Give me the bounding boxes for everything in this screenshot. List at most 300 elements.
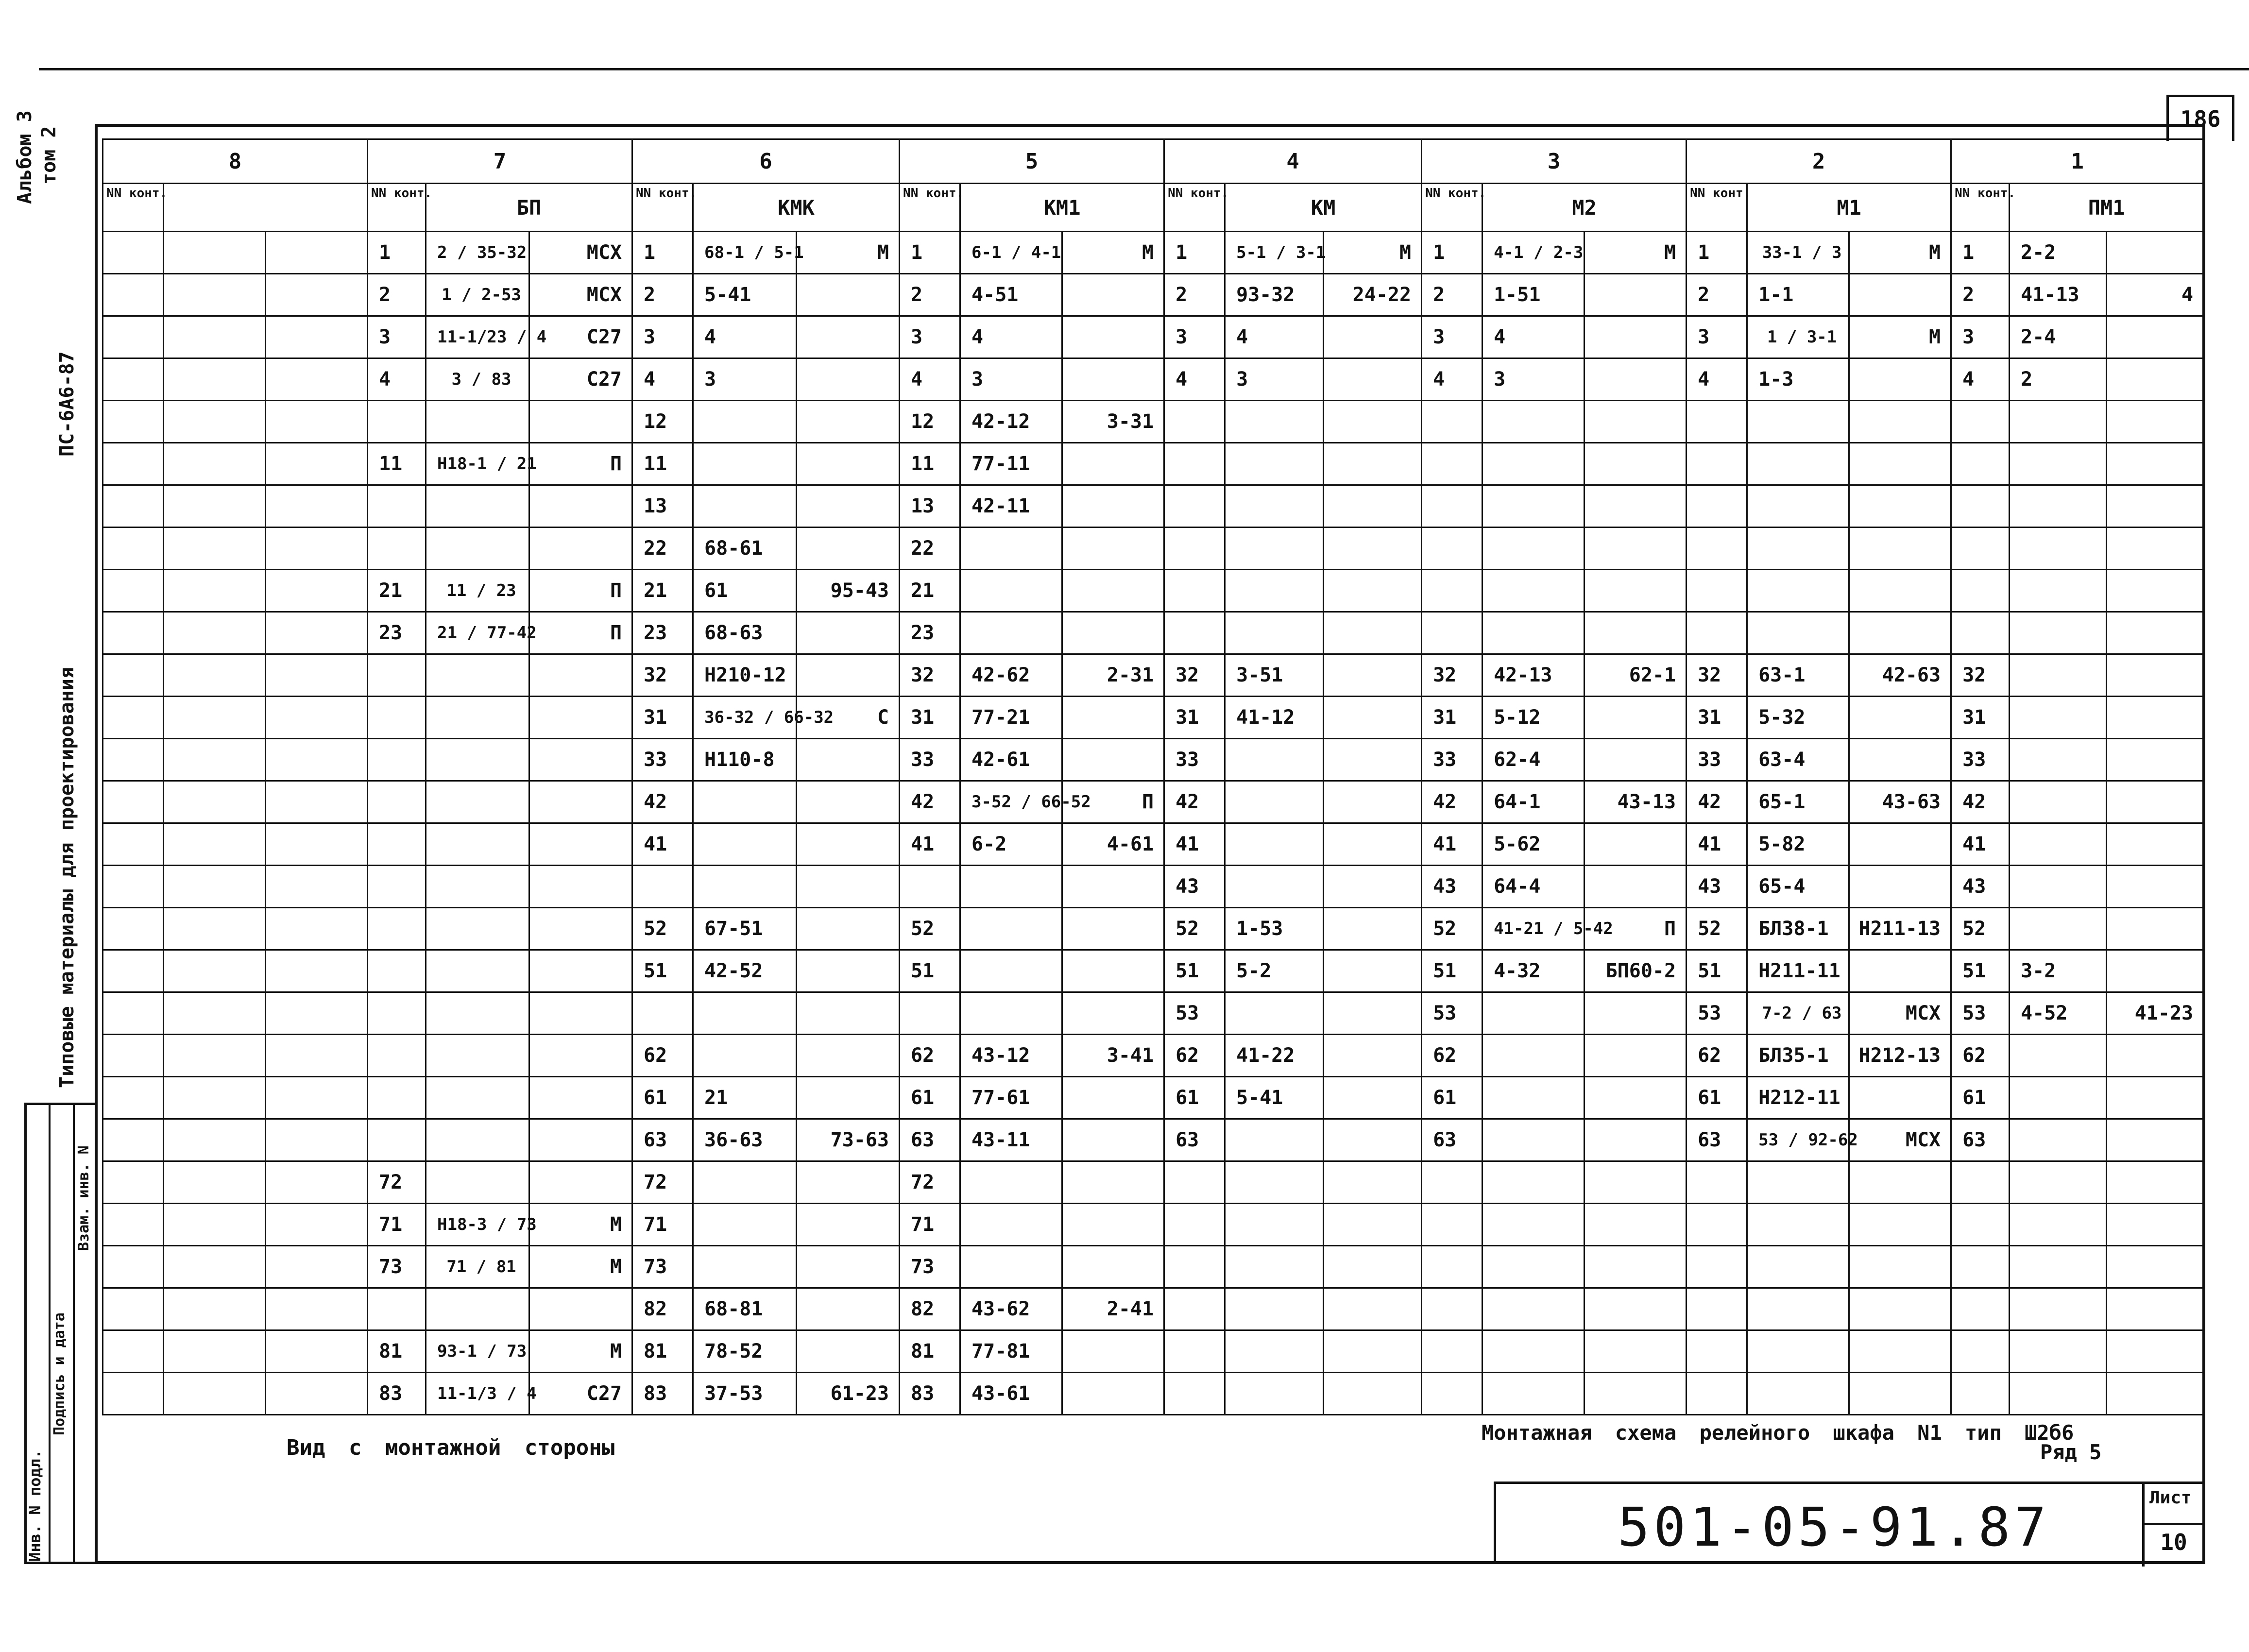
device-header-row	[103, 184, 2204, 232]
contact-number-cell	[1164, 1373, 1225, 1415]
wire-address-cell	[960, 612, 1062, 654]
mark-cell: П	[1585, 908, 1687, 950]
mark-cell	[266, 570, 368, 612]
wire-address-cell	[1482, 485, 1585, 528]
wire-address-cell: 1-51	[1482, 274, 1585, 316]
wire-address-cell	[2010, 781, 2107, 823]
contact-number-cell: 23	[632, 612, 693, 654]
mark-cell	[797, 274, 900, 316]
contact-number-cell	[1951, 570, 2010, 612]
wire-address-cell	[960, 1246, 1062, 1288]
mark-cell	[797, 823, 900, 866]
wire-address-cell: 11-1/23 / 4	[426, 316, 529, 358]
contact-number-cell: 31	[632, 697, 693, 739]
contact-number-cell: 4	[632, 358, 693, 401]
wire-address-cell	[164, 401, 266, 443]
wire-address-cell: 68-81	[693, 1288, 797, 1330]
wire-address-cell: 68-63	[693, 612, 797, 654]
mark-cell	[2107, 1119, 2204, 1161]
wire-address-cell	[1225, 1246, 1324, 1288]
mark-cell	[2107, 1288, 2204, 1330]
contact-number-cell: 1	[1687, 232, 1747, 274]
table-row	[103, 1119, 2204, 1161]
wire-address-cell: 2-4	[2010, 316, 2107, 358]
contact-number-cell: 32	[1951, 654, 2010, 697]
mark-cell	[266, 443, 368, 485]
table-row	[103, 823, 2204, 866]
table-row	[103, 612, 2204, 654]
mark-cell	[1849, 401, 1951, 443]
mark-cell	[2107, 1330, 2204, 1373]
panel-number: 6	[632, 139, 900, 184]
wire-address-cell	[2010, 612, 2107, 654]
mark-cell	[529, 485, 632, 528]
contact-number-cell: 41	[900, 823, 960, 866]
wire-address-cell: 42-62	[960, 654, 1062, 697]
mark-cell: М	[797, 232, 900, 274]
wire-address-cell	[164, 781, 266, 823]
contact-number-cell: 51	[632, 950, 693, 992]
contact-number-cell	[1687, 443, 1747, 485]
mark-cell: 2-41	[1062, 1288, 1164, 1330]
mark-cell	[1324, 992, 1422, 1035]
contact-number-header: NN конт.	[1422, 184, 1482, 232]
mark-cell: П	[529, 612, 632, 654]
wire-address-cell: 11-1/3 / 4	[426, 1373, 529, 1415]
mark-cell	[529, 992, 632, 1035]
wire-address-cell	[2010, 443, 2107, 485]
project-code: ПС-6А6-87	[56, 351, 78, 457]
wiring-table-wrap	[102, 138, 2203, 1421]
wire-address-cell: 21	[693, 1077, 797, 1119]
wire-address-cell	[1225, 401, 1324, 443]
mark-cell	[797, 316, 900, 358]
contact-number-cell: 33	[1422, 739, 1482, 781]
mark-cell	[1849, 1204, 1951, 1246]
mark-cell	[1062, 950, 1164, 992]
contact-number-cell: 1	[1951, 232, 2010, 274]
wire-address-cell	[426, 1035, 529, 1077]
contact-number-cell: 53	[1951, 992, 2010, 1035]
wire-address-cell	[2010, 1246, 2107, 1288]
contact-number-cell: 62	[632, 1035, 693, 1077]
mark-cell	[1585, 443, 1687, 485]
wire-address-cell	[2010, 1288, 2107, 1330]
mark-cell	[529, 1119, 632, 1161]
contact-number-cell: 22	[632, 528, 693, 570]
contact-number-cell: 23	[368, 612, 426, 654]
wire-address-cell	[426, 739, 529, 781]
contact-number-cell	[368, 528, 426, 570]
wire-address-cell	[2010, 1035, 2107, 1077]
mark-cell	[1062, 1119, 1164, 1161]
mark-cell	[1849, 697, 1951, 739]
wire-address-cell	[426, 654, 529, 697]
contact-number-cell	[632, 992, 693, 1035]
mark-cell	[1585, 1204, 1687, 1246]
contact-number-cell	[103, 1288, 164, 1330]
wire-address-cell	[693, 992, 797, 1035]
mark-cell	[797, 992, 900, 1035]
drawing-title: Монтажная схема релейного шкафа N1 тип Ш2б6	[1482, 1421, 2074, 1445]
contact-number-cell	[1687, 485, 1747, 528]
contact-number-cell	[103, 1246, 164, 1288]
contact-number-cell	[1951, 1373, 2010, 1415]
contact-number-cell: 41	[1687, 823, 1747, 866]
contact-number-cell	[1422, 1330, 1482, 1373]
contact-number-cell: 3	[1951, 316, 2010, 358]
mark-cell	[1585, 570, 1687, 612]
wire-address-cell: 2	[2010, 358, 2107, 401]
wire-address-cell	[1482, 1035, 1585, 1077]
contact-number-cell: 41	[632, 823, 693, 866]
mark-cell	[797, 908, 900, 950]
wire-address-cell: 5-82	[1747, 823, 1849, 866]
wire-address-cell	[426, 1161, 529, 1204]
contact-number-cell: 4	[1164, 358, 1225, 401]
mark-cell	[797, 1161, 900, 1204]
mark-cell	[2107, 697, 2204, 739]
panel-number: 4	[1164, 139, 1422, 184]
wire-address-cell: 2 / 35-32	[426, 232, 529, 274]
wire-address-cell: 5-12	[1482, 697, 1585, 739]
wire-address-cell: Н18-1 / 21	[426, 443, 529, 485]
contact-number-cell: 82	[900, 1288, 960, 1330]
mark-cell	[529, 528, 632, 570]
mark-cell	[266, 316, 368, 358]
contact-number-cell: 41	[1164, 823, 1225, 866]
wire-address-cell	[1482, 570, 1585, 612]
contact-number-cell	[103, 1035, 164, 1077]
album-label: Альбом 3	[14, 110, 36, 204]
contact-number-cell	[1164, 1204, 1225, 1246]
mark-cell: 43-63	[1849, 781, 1951, 823]
mark-cell	[1324, 908, 1422, 950]
wire-address-cell: Н210-12	[693, 654, 797, 697]
mark-cell	[2107, 1077, 2204, 1119]
wire-address-cell	[2010, 1077, 2107, 1119]
wire-address-cell: 64-4	[1482, 866, 1585, 908]
contact-number-cell: 63	[1422, 1119, 1482, 1161]
contact-number-cell	[103, 1204, 164, 1246]
wire-address-cell	[164, 1119, 266, 1161]
contact-number-cell	[1951, 1161, 2010, 1204]
contact-number-cell	[368, 781, 426, 823]
wire-address-cell: 37-53	[693, 1373, 797, 1415]
contact-number-cell: 42	[900, 781, 960, 823]
contact-number-cell: 4	[900, 358, 960, 401]
contact-number-cell	[103, 781, 164, 823]
mark-cell	[266, 908, 368, 950]
device-name: КМК	[693, 184, 900, 232]
mark-cell	[797, 654, 900, 697]
mark-cell	[797, 950, 900, 992]
wire-address-cell	[164, 570, 266, 612]
wire-address-cell	[164, 1373, 266, 1415]
table-row	[103, 992, 2204, 1035]
wire-address-cell	[426, 866, 529, 908]
mark-cell	[529, 866, 632, 908]
mark-cell	[1849, 1373, 1951, 1415]
contact-number-cell: 12	[632, 401, 693, 443]
contact-number-cell	[1164, 528, 1225, 570]
wire-address-cell	[164, 1035, 266, 1077]
wire-address-cell: Н110-8	[693, 739, 797, 781]
purpose-text: Типовые материалы для проектирования	[56, 667, 78, 1088]
contact-number-cell: 63	[1687, 1119, 1747, 1161]
wire-address-cell: 41-12	[1225, 697, 1324, 739]
contact-number-cell	[1164, 443, 1225, 485]
device-name: БП	[426, 184, 632, 232]
mark-cell	[529, 1035, 632, 1077]
contact-number-cell: 21	[368, 570, 426, 612]
contact-number-cell: 32	[1164, 654, 1225, 697]
contact-number-cell	[1687, 570, 1747, 612]
mark-cell: С27	[529, 316, 632, 358]
contact-number-cell	[1422, 485, 1482, 528]
mark-cell	[1324, 528, 1422, 570]
contact-number-cell: 2	[368, 274, 426, 316]
mark-cell	[2107, 654, 2204, 697]
wire-address-cell	[1482, 443, 1585, 485]
contact-number-cell	[1422, 1161, 1482, 1204]
contact-number-cell: 52	[1951, 908, 2010, 950]
stamp-divider	[73, 1105, 75, 1562]
mark-cell	[266, 528, 368, 570]
mark-cell	[1585, 1246, 1687, 1288]
wire-address-cell: 1-3	[1747, 358, 1849, 401]
wire-address-cell: 77-81	[960, 1330, 1062, 1373]
contact-number-cell	[1164, 1161, 1225, 1204]
contact-number-cell: 51	[1687, 950, 1747, 992]
wire-address-cell	[164, 739, 266, 781]
contact-number-cell	[368, 1119, 426, 1161]
mark-cell	[1062, 1373, 1164, 1415]
contact-number-cell	[1422, 1288, 1482, 1330]
contact-number-cell: 33	[1951, 739, 2010, 781]
contact-number-cell: 3	[900, 316, 960, 358]
mark-cell	[797, 739, 900, 781]
contact-number-cell: 31	[1951, 697, 2010, 739]
contact-number-cell	[1951, 401, 2010, 443]
mark-cell	[1849, 1246, 1951, 1288]
contact-number-cell	[1951, 1204, 2010, 1246]
wire-address-cell	[426, 781, 529, 823]
panel-number: 3	[1422, 139, 1687, 184]
wire-address-cell	[1482, 1373, 1585, 1415]
contact-number-cell: 3	[368, 316, 426, 358]
contact-number-cell: 2	[900, 274, 960, 316]
panel-number: 2	[1687, 139, 1951, 184]
table-row	[103, 358, 2204, 401]
contact-number-cell: 61	[1687, 1077, 1747, 1119]
table-row	[103, 781, 2204, 823]
wire-address-cell	[426, 485, 529, 528]
contact-number-cell	[1951, 528, 2010, 570]
mark-cell	[529, 1077, 632, 1119]
table-row	[103, 908, 2204, 950]
contact-number-cell: 51	[900, 950, 960, 992]
contact-number-cell: 33	[632, 739, 693, 781]
mark-cell	[797, 443, 900, 485]
wire-address-cell	[2010, 401, 2107, 443]
mark-cell	[266, 1119, 368, 1161]
wire-address-cell: 77-21	[960, 697, 1062, 739]
mark-cell	[266, 781, 368, 823]
mark-cell	[1062, 358, 1164, 401]
wire-address-cell: 6-1 / 4-1	[960, 232, 1062, 274]
mark-cell	[2107, 1161, 2204, 1204]
mark-cell	[1062, 697, 1164, 739]
sheet-box	[2142, 1484, 2203, 1567]
contact-number-cell	[1951, 1330, 2010, 1373]
mark-cell: МСХ	[1849, 992, 1951, 1035]
approval-stamp	[24, 1103, 97, 1564]
mark-cell	[1062, 612, 1164, 654]
mark-cell	[529, 781, 632, 823]
mark-cell: МСХ	[529, 232, 632, 274]
wire-address-cell: 4	[1482, 316, 1585, 358]
document-number: 501-05-91.87	[1618, 1496, 2050, 1558]
mark-cell	[1324, 1035, 1422, 1077]
mark-cell	[266, 697, 368, 739]
mark-cell	[1849, 950, 1951, 992]
wire-address-cell	[960, 1161, 1062, 1204]
wire-address-cell	[1482, 1288, 1585, 1330]
row-caption: Ряд 5	[2040, 1440, 2102, 1464]
contact-number-cell: 11	[368, 443, 426, 485]
contact-number-cell	[368, 1077, 426, 1119]
wire-address-cell: 63-1	[1747, 654, 1849, 697]
mark-cell	[2107, 528, 2204, 570]
mark-cell	[266, 1035, 368, 1077]
contact-number-cell	[103, 401, 164, 443]
sheet-label: Лист	[2149, 1488, 2192, 1508]
wire-address-cell	[1225, 443, 1324, 485]
contact-number-cell	[103, 485, 164, 528]
wire-address-cell	[1225, 1288, 1324, 1330]
wire-address-cell: 33-1 / 3	[1747, 232, 1849, 274]
contact-number-cell	[103, 1330, 164, 1373]
mark-cell: М	[1062, 232, 1164, 274]
contact-number-cell	[1164, 1288, 1225, 1330]
wire-address-cell	[693, 1246, 797, 1288]
wire-address-cell	[1747, 528, 1849, 570]
wire-address-cell	[164, 1246, 266, 1288]
mark-cell	[266, 401, 368, 443]
mark-cell	[1585, 739, 1687, 781]
contact-number-cell: 62	[1164, 1035, 1225, 1077]
mark-cell	[1324, 739, 1422, 781]
contact-number-cell: 41	[1422, 823, 1482, 866]
contact-number-cell	[1422, 443, 1482, 485]
mark-cell: 95-43	[797, 570, 900, 612]
table-row	[103, 316, 2204, 358]
contact-number-cell: 33	[1687, 739, 1747, 781]
wire-address-cell	[1225, 528, 1324, 570]
mark-cell	[266, 232, 368, 274]
mark-cell	[2107, 1035, 2204, 1077]
mark-cell	[1062, 1246, 1164, 1288]
contact-number-cell	[1164, 1246, 1225, 1288]
table-row	[103, 274, 2204, 316]
contact-number-cell	[900, 866, 960, 908]
wire-address-cell	[1482, 992, 1585, 1035]
contact-number-cell	[1687, 1161, 1747, 1204]
contact-number-cell	[1422, 401, 1482, 443]
mark-cell	[1849, 443, 1951, 485]
mark-cell: 2-31	[1062, 654, 1164, 697]
wire-address-cell: 3-51	[1225, 654, 1324, 697]
wire-address-cell	[693, 1035, 797, 1077]
wire-address-cell: 5-41	[1225, 1077, 1324, 1119]
mark-cell	[529, 739, 632, 781]
mark-cell: БП60-2	[1585, 950, 1687, 992]
table-row	[103, 697, 2204, 739]
mark-cell	[1849, 866, 1951, 908]
mark-cell	[1585, 1077, 1687, 1119]
mark-cell	[1324, 485, 1422, 528]
contact-number-cell: 83	[900, 1373, 960, 1415]
contact-number-cell: 81	[368, 1330, 426, 1373]
contact-number-cell: 62	[1422, 1035, 1482, 1077]
contact-number-cell: 11	[632, 443, 693, 485]
wire-address-cell: 42-12	[960, 401, 1062, 443]
wire-address-cell: 4-32	[1482, 950, 1585, 992]
mark-cell	[797, 528, 900, 570]
wire-address-cell	[164, 697, 266, 739]
contact-number-cell: 13	[632, 485, 693, 528]
contact-number-cell	[368, 950, 426, 992]
contact-number-cell: 43	[1687, 866, 1747, 908]
mark-cell	[797, 1204, 900, 1246]
wire-address-cell	[164, 485, 266, 528]
wire-address-cell: 3-2	[2010, 950, 2107, 992]
contact-number-cell: 3	[1687, 316, 1747, 358]
mark-cell	[797, 1035, 900, 1077]
wire-address-cell	[2010, 1373, 2107, 1415]
wire-address-cell	[2010, 570, 2107, 612]
wire-address-cell	[1747, 1161, 1849, 1204]
mark-cell	[266, 274, 368, 316]
contact-number-cell	[103, 358, 164, 401]
mark-cell	[1324, 443, 1422, 485]
contact-number-cell: 1	[1422, 232, 1482, 274]
wire-address-cell	[1482, 1161, 1585, 1204]
mark-cell	[1849, 1161, 1951, 1204]
wire-address-cell	[2010, 908, 2107, 950]
mark-cell	[266, 1288, 368, 1330]
wire-address-cell	[2010, 528, 2107, 570]
contact-number-cell: 1	[900, 232, 960, 274]
table-row	[103, 570, 2204, 612]
contact-number-cell: 3	[632, 316, 693, 358]
mark-cell	[1062, 1330, 1164, 1373]
mark-cell	[2107, 908, 2204, 950]
wire-address-cell	[1225, 781, 1324, 823]
wire-address-cell	[1747, 1204, 1849, 1246]
device-name: КМ	[1225, 184, 1422, 232]
contact-number-cell: 71	[632, 1204, 693, 1246]
contact-number-cell: 31	[1422, 697, 1482, 739]
contact-number-cell: 1	[632, 232, 693, 274]
mark-cell	[2107, 950, 2204, 992]
contact-number-cell: 63	[1164, 1119, 1225, 1161]
contact-number-cell: 32	[632, 654, 693, 697]
mark-cell	[797, 612, 900, 654]
contact-number-cell	[1422, 570, 1482, 612]
contact-number-cell: 53	[1422, 992, 1482, 1035]
